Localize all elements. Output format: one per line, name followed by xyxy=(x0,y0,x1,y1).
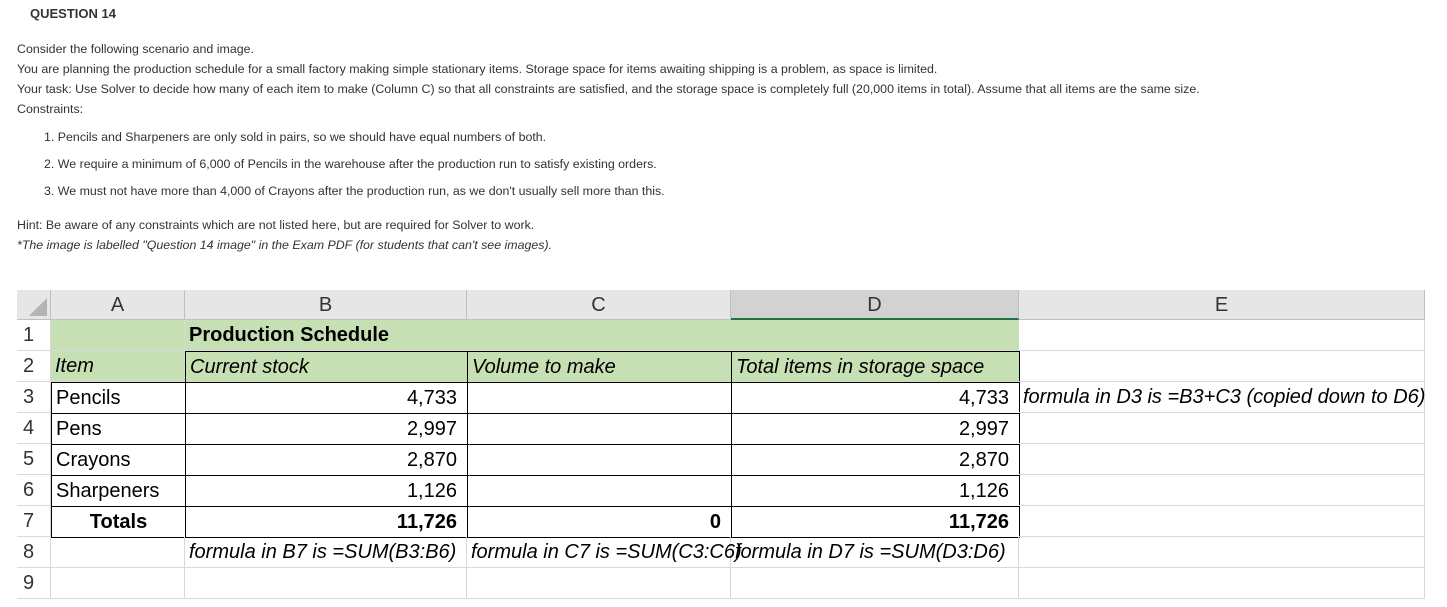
scenario-text: You are planning the production schedule for a small factory making simple stationary items. Storage space for items awaiting shipping is a problem, as space is limited. xyxy=(17,62,938,76)
row-header: 5 xyxy=(17,444,51,475)
cell-d9[interactable] xyxy=(731,568,1019,599)
item-name[interactable]: Crayons xyxy=(51,444,186,476)
constraints-label: Constraints: xyxy=(17,102,84,116)
constraint-item: 2. We require a minimum of 6,000 of Pencils in the warehouse after the production run to satisfy existing orders. xyxy=(44,157,657,171)
total-items-value[interactable]: 2,870 xyxy=(731,444,1020,476)
row-header: 6 xyxy=(17,475,51,506)
row-header: 3 xyxy=(17,382,51,413)
image-note: *The image is labelled "Question 14 image" in the Exam PDF (for students that can't see images). xyxy=(17,238,553,252)
total-items-value[interactable]: 4,733 xyxy=(731,382,1020,414)
cell-a8[interactable] xyxy=(51,537,185,568)
cell-e4[interactable] xyxy=(1019,413,1425,444)
cell-e9[interactable] xyxy=(1019,568,1425,599)
intro-text: Consider the following scenario and image. xyxy=(17,42,254,56)
item-name[interactable]: Pencils xyxy=(51,382,186,414)
volume-to-make-input[interactable] xyxy=(467,382,732,414)
current-stock-value[interactable]: 2,997 xyxy=(185,413,468,445)
cell-e5[interactable] xyxy=(1019,444,1425,475)
header-volume-to-make[interactable]: Volume to make xyxy=(467,351,732,383)
constraint-item: 3. We must not have more than 4,000 of Crayons after the production run, as we don't usually sell more than this. xyxy=(44,184,665,198)
header-current-stock[interactable]: Current stock xyxy=(185,351,468,383)
item-name[interactable]: Sharpeners xyxy=(51,475,186,507)
volume-to-make-input[interactable] xyxy=(467,444,732,476)
column-header-e: E xyxy=(1019,290,1425,320)
formula-note-c7[interactable]: formula in C7 is =SUM(C3:C6) xyxy=(467,537,731,568)
row-header: 1 xyxy=(17,320,51,351)
header-item[interactable]: Item xyxy=(51,351,185,382)
total-items-value[interactable]: 2,997 xyxy=(731,413,1020,445)
cell-e8[interactable] xyxy=(1019,537,1425,568)
cell-e7[interactable] xyxy=(1019,506,1425,537)
total-items-storage[interactable]: 11,726 xyxy=(731,506,1020,538)
row-header: 4 xyxy=(17,413,51,444)
select-all-corner xyxy=(17,290,51,320)
sheet-title[interactable]: Production Schedule xyxy=(185,320,1019,351)
total-volume-to-make[interactable]: 0 xyxy=(467,506,732,538)
column-header-a: A xyxy=(51,290,185,320)
cell-e1[interactable] xyxy=(1019,320,1425,351)
total-items-value[interactable]: 1,126 xyxy=(731,475,1020,507)
column-header-d: D xyxy=(731,290,1019,320)
cell-c9[interactable] xyxy=(467,568,731,599)
row-header: 7 xyxy=(17,506,51,537)
current-stock-value[interactable]: 4,733 xyxy=(185,382,468,414)
cell-a9[interactable] xyxy=(51,568,185,599)
volume-to-make-input[interactable] xyxy=(467,413,732,445)
formula-note-d3[interactable]: formula in D3 is =B3+C3 (copied down to D6) xyxy=(1019,382,1425,413)
volume-to-make-input[interactable] xyxy=(467,475,732,507)
formula-note-d7[interactable]: formula in D7 is =SUM(D3:D6) xyxy=(731,537,1019,568)
column-header-c: C xyxy=(467,290,731,320)
total-current-stock[interactable]: 11,726 xyxy=(185,506,468,538)
row-header: 9 xyxy=(17,568,51,599)
task-text: Your task: Use Solver to decide how many of each item to make (Column C) so that all constraints are satisfied, and the storage space is completely full (20,000 items in total). Assume that all items are the same size. xyxy=(17,82,1200,96)
constraint-item: 1. Pencils and Sharpeners are only sold in pairs, so we should have equal numbers of both. xyxy=(44,130,547,144)
column-header-b: B xyxy=(185,290,467,320)
cell-e2[interactable] xyxy=(1019,351,1425,382)
row-header: 8 xyxy=(17,537,51,568)
cell-e6[interactable] xyxy=(1019,475,1425,506)
formula-note-b7[interactable]: formula in B7 is =SUM(B3:B6) xyxy=(185,537,467,568)
question-title: QUESTION 14 xyxy=(30,6,116,21)
header-total-items[interactable]: Total items in storage space xyxy=(731,351,1020,383)
row-header: 2 xyxy=(17,351,51,382)
cell-a1[interactable] xyxy=(51,320,185,351)
cell-b9[interactable] xyxy=(185,568,467,599)
item-name[interactable]: Pens xyxy=(51,413,186,445)
current-stock-value[interactable]: 2,870 xyxy=(185,444,468,476)
spreadsheet-image xyxy=(17,290,1433,607)
current-stock-value[interactable]: 1,126 xyxy=(185,475,468,507)
totals-label[interactable]: Totals xyxy=(51,506,186,538)
hint-text: Hint: Be aware of any constraints which are not listed here, but are required for Solver to work. xyxy=(17,218,535,232)
